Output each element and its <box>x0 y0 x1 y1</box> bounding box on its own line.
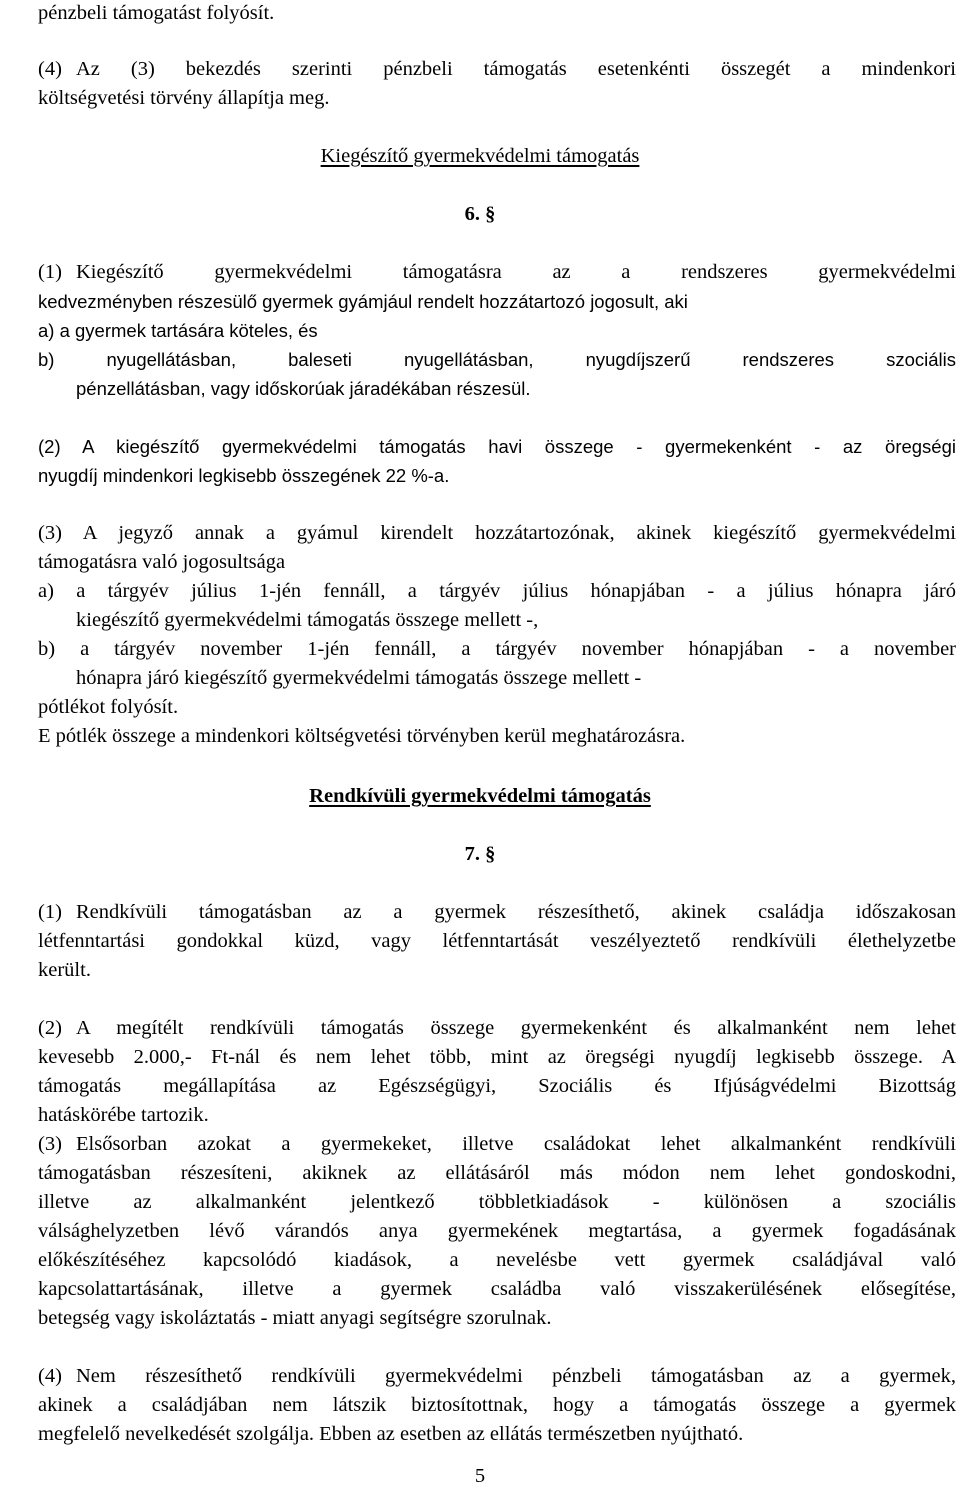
section-7-paragraph-2-end: hatáskörébe tartozik. <box>38 1104 209 1126</box>
section-6-paragraph-2: (2) A kiegészítő gyermekvédelmi támogatás havi összege - gyermekenként - az öregségi <box>38 436 956 457</box>
section-6-item-b-cont: pénzellátásban, vagy időskorúak járadékában részesül. <box>76 378 531 399</box>
paragraph-text: A megítélt rendkívüli támogatás összege gyermekenként és alkalmanként nem lehet <box>76 1017 956 1039</box>
section-6-item-b-cont: hónapra járó kiegészítő gyermekvédelmi támogatás összege mellett - <box>76 667 642 689</box>
section-7-paragraph-3 <box>38 1130 956 1159</box>
paragraph-text: Elsősorban azokat a gyermekeket, illetve családokat lehet alkalmanként rendkívüli <box>76 1133 956 1155</box>
paragraph-text: Az (3) bekezdés szerinti pénzbeli támogatás esetenkénti összegét a mindenkori <box>76 58 956 80</box>
section-6-paragraph-1 <box>38 258 956 287</box>
intro-paragraph-4-cont: költségvetési törvény állapítja meg. <box>38 87 330 109</box>
section-6-title: Kiegészítő gyermekvédelmi támogatás <box>320 145 640 167</box>
section-7-paragraph-1-cont: létfenntartási gondokkal küzd, vagy létfenntartását veszélyeztető rendkívüli élethelyzetbe <box>38 930 956 952</box>
section-6-number: 6. § <box>464 203 496 225</box>
section-7-paragraph-3-cont: támogatásban részesíteni, akiknek az ellátásáról más módon nem lehet gondoskodni, <box>38 1162 956 1184</box>
paragraph-text: Kiegészítő gyermekvédelmi támogatásra az a rendszeres gyermekvédelmi <box>76 261 956 283</box>
section-6-item-b: b) a tárgyév november 1-jén fennáll, a tárgyév november hónapjában - a november <box>38 638 956 660</box>
paragraph-label: (4) <box>38 58 62 80</box>
page-number: 5 <box>474 1465 486 1487</box>
section-7-title: Rendkívüli gyermekvédelmi támogatás <box>309 785 651 807</box>
section-7-number: 7. § <box>464 843 496 865</box>
paragraph-label: (2) <box>38 1017 62 1039</box>
section-6-item-a-cont: kiegészítő gyermekvédelmi támogatás összege mellett -, <box>76 609 539 631</box>
section-7-paragraph-4-cont: akinek a családjában nem látszik biztosítottnak, hogy a támogatás összege a gyermek <box>38 1394 956 1416</box>
section-7-paragraph-3-cont: kapcsolattartásának, illetve a gyermek családba való visszakerülésének elősegítése, <box>38 1278 956 1300</box>
paragraph-label: (1) <box>38 901 62 923</box>
section-6-paragraph-3-note: E pótlék összege a mindenkori költségvetési törvényben kerül meghatározásra. <box>38 725 686 747</box>
section-7-paragraph-3-end: betegség vagy iskoláztatás - miatt anyagi segítségre szorulnak. <box>38 1307 552 1329</box>
section-7-paragraph-2 <box>38 1014 956 1043</box>
section-7-paragraph-1 <box>38 898 956 927</box>
paragraph-text: Rendkívüli támogatásban az a gyermek részesíthető, akinek családja időszakosan <box>76 901 956 923</box>
paragraph-label: (3) <box>38 1133 62 1155</box>
section-7-paragraph-3-cont: előkészítéséhez kapcsolódó kiadások, a nevelésbe vett gyermek családjával való <box>38 1249 956 1271</box>
section-6-item-a: a) a tárgyév július 1-jén fennáll, a tárgyév július hónapjában - a július hónapra járó <box>38 580 956 602</box>
section-7-paragraph-2-cont: kevesebb 2.000,- Ft-nál és nem lehet több, mint az öregségi nyugdíj legkisebb összege. A <box>38 1046 956 1068</box>
paragraph-text: Nem részesíthető rendkívüli gyermekvédelmi pénzbeli támogatásban az a gyermek, <box>76 1365 956 1387</box>
section-6-paragraph-3: (3) A jegyző annak a gyámul kirendelt hozzátartozónak, akinek kiegészítő gyermekvédelmi <box>38 522 956 544</box>
section-7-paragraph-1-end: került. <box>38 959 91 981</box>
section-7-paragraph-3-cont: válsághelyzetben lévő várandós anya gyermekének megtartása, a gyermek fogadásának <box>38 1220 956 1242</box>
section-7-paragraph-2-cont: támogatás megállapítása az Egészségügyi, Szociális és Ifjúságvédelmi Bizottság <box>38 1075 956 1097</box>
section-6-paragraph-3-cont: támogatásra való jogosultsága <box>38 551 286 573</box>
section-6-paragraph-2-cont: nyugdíj mindenkori legkisebb összegének 22 %-a. <box>38 465 450 486</box>
paragraph-label: (1) <box>38 261 62 283</box>
section-7-paragraph-4 <box>38 1362 956 1391</box>
paragraph-label: (4) <box>38 1365 62 1387</box>
intro-paragraph-4 <box>38 55 956 84</box>
section-6-paragraph-3-end: pótlékot folyósít. <box>38 696 179 718</box>
section-6-paragraph-1-cont: kedvezményben részesülő gyermek gyámjául rendelt hozzátartozó jogosult, aki <box>38 291 688 312</box>
section-7-paragraph-4-end: megfelelő nevelkedését szolgálja. Ebben az esetben az ellátás természetben nyújtható. <box>38 1423 744 1445</box>
intro-line: pénzbeli támogatást folyósít. <box>38 2 275 24</box>
section-7-paragraph-3-cont: illetve az alkalmanként jelentkező többletkiadások - különösen a szociális <box>38 1191 956 1213</box>
section-6-item-b: b) nyugellátásban, baleseti nyugellátásban, nyugdíjszerű rendszeres szociális <box>38 349 956 370</box>
section-6-item-a: a) a gyermek tartására köteles, és <box>38 320 318 341</box>
